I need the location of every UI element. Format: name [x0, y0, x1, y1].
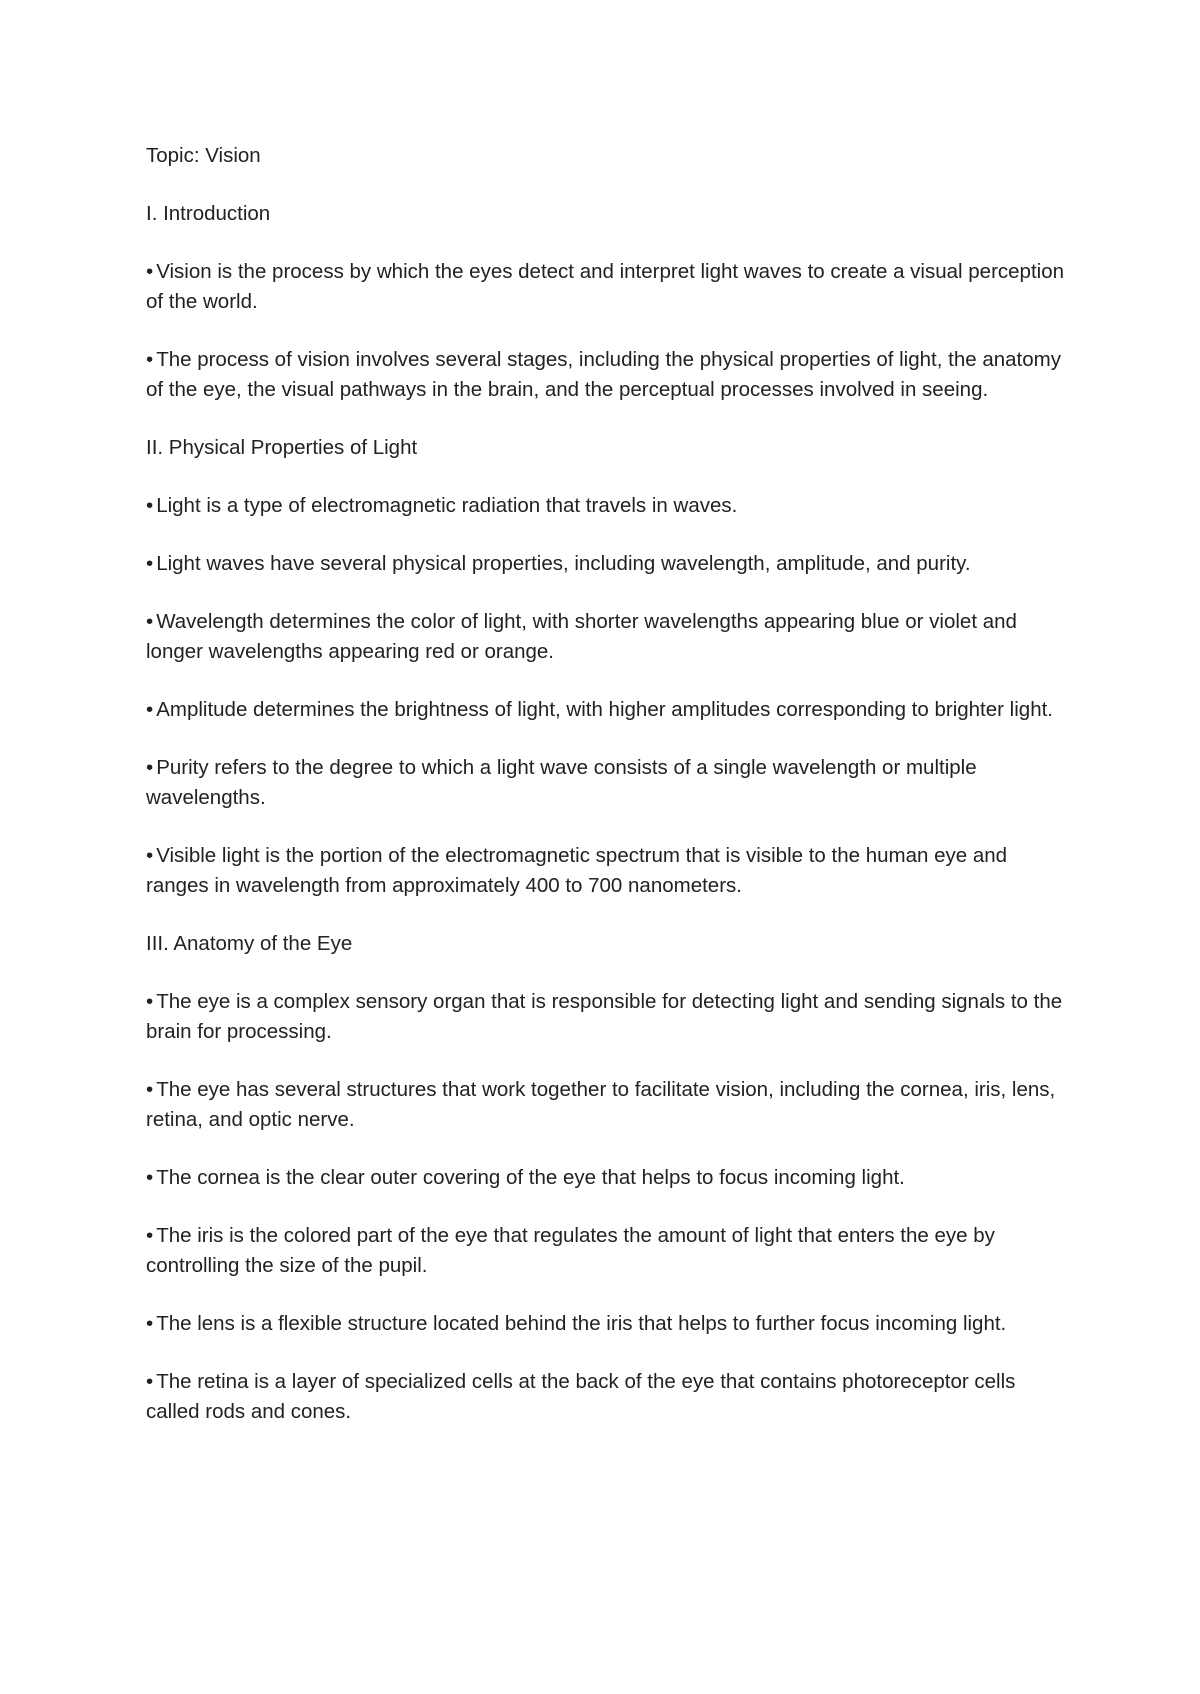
bullet-item: [146, 549, 1066, 579]
bullet-icon: •: [146, 1370, 154, 1393]
section-heading-physical-properties: II. Physical Properties of Light: [146, 436, 418, 459]
bullet-icon: •: [146, 494, 154, 517]
bullet-text: Light is a type of electromagnetic radiation that travels in waves.: [156, 494, 738, 517]
bullet-item: [146, 345, 1066, 405]
bullet-icon: •: [146, 1166, 154, 1189]
document-topic: Topic: Vision: [146, 144, 261, 167]
bullet-icon: •: [146, 610, 154, 633]
bullet-text: The lens is a flexible structure located behind the iris that helps to further focus incoming light.: [156, 1312, 1007, 1335]
bullet-item: [146, 491, 1066, 521]
bullet-item: [146, 1221, 1066, 1281]
bullet-item: [146, 1309, 1066, 1339]
bullet-icon: •: [146, 1224, 154, 1247]
section-heading-anatomy-of-eye: III. Anatomy of the Eye: [146, 932, 353, 955]
section-heading-introduction: I. Introduction: [146, 202, 271, 225]
bullet-item: [146, 1075, 1066, 1135]
bullet-icon: •: [146, 260, 154, 283]
document-page: [146, 141, 1066, 1455]
bullet-text: Visible light is the portion of the electromagnetic spectrum that is visible to the human eye and ranges in wavelength from approximately 400 to 700 nanometers.: [146, 844, 1008, 897]
bullet-item: [146, 1367, 1066, 1427]
bullet-icon: •: [146, 348, 154, 371]
bullet-icon: •: [146, 1078, 154, 1101]
bullet-text: The eye has several structures that work together to facilitate vision, including the cornea, iris, lens, retina, and optic nerve.: [146, 1078, 1056, 1131]
bullet-item: [146, 257, 1066, 317]
bullet-icon: •: [146, 1312, 154, 1335]
bullet-text: The eye is a complex sensory organ that is responsible for detecting light and sending signals to the brain for processing.: [146, 990, 1063, 1043]
bullet-text: The process of vision involves several stages, including the physical properties of light, the anatomy of the eye, the visual pathways in the brain, and the perceptual processes involved in seeing.: [146, 348, 1061, 401]
bullet-icon: •: [146, 698, 154, 721]
bullet-icon: •: [146, 552, 154, 575]
bullet-text: Amplitude determines the brightness of light, with higher amplitudes corresponding to brighter light.: [156, 698, 1053, 721]
bullet-text: The cornea is the clear outer covering of the eye that helps to focus incoming light.: [156, 1166, 905, 1189]
bullet-item: [146, 753, 1066, 813]
bullet-item: [146, 695, 1066, 725]
bullet-text: The retina is a layer of specialized cells at the back of the eye that contains photoreceptor cells called rods and cones.: [146, 1370, 1016, 1423]
bullet-icon: •: [146, 990, 154, 1013]
bullet-text: The iris is the colored part of the eye that regulates the amount of light that enters the eye by controlling the size of the pupil.: [146, 1224, 995, 1277]
bullet-text: Light waves have several physical properties, including wavelength, amplitude, and purity.: [156, 552, 971, 575]
bullet-text: Vision is the process by which the eyes detect and interpret light waves to create a visual perception of the world.: [146, 260, 1065, 313]
bullet-icon: •: [146, 756, 154, 779]
bullet-item: [146, 841, 1066, 901]
bullet-item: [146, 1163, 1066, 1193]
bullet-icon: •: [146, 844, 154, 867]
bullet-text: Wavelength determines the color of light, with shorter wavelengths appearing blue or violet and longer wavelengths appearing red or orange.: [146, 610, 1017, 663]
bullet-item: [146, 987, 1066, 1047]
bullet-text: Purity refers to the degree to which a light wave consists of a single wavelength or multiple wavelengths.: [146, 756, 977, 809]
bullet-item: [146, 607, 1066, 667]
